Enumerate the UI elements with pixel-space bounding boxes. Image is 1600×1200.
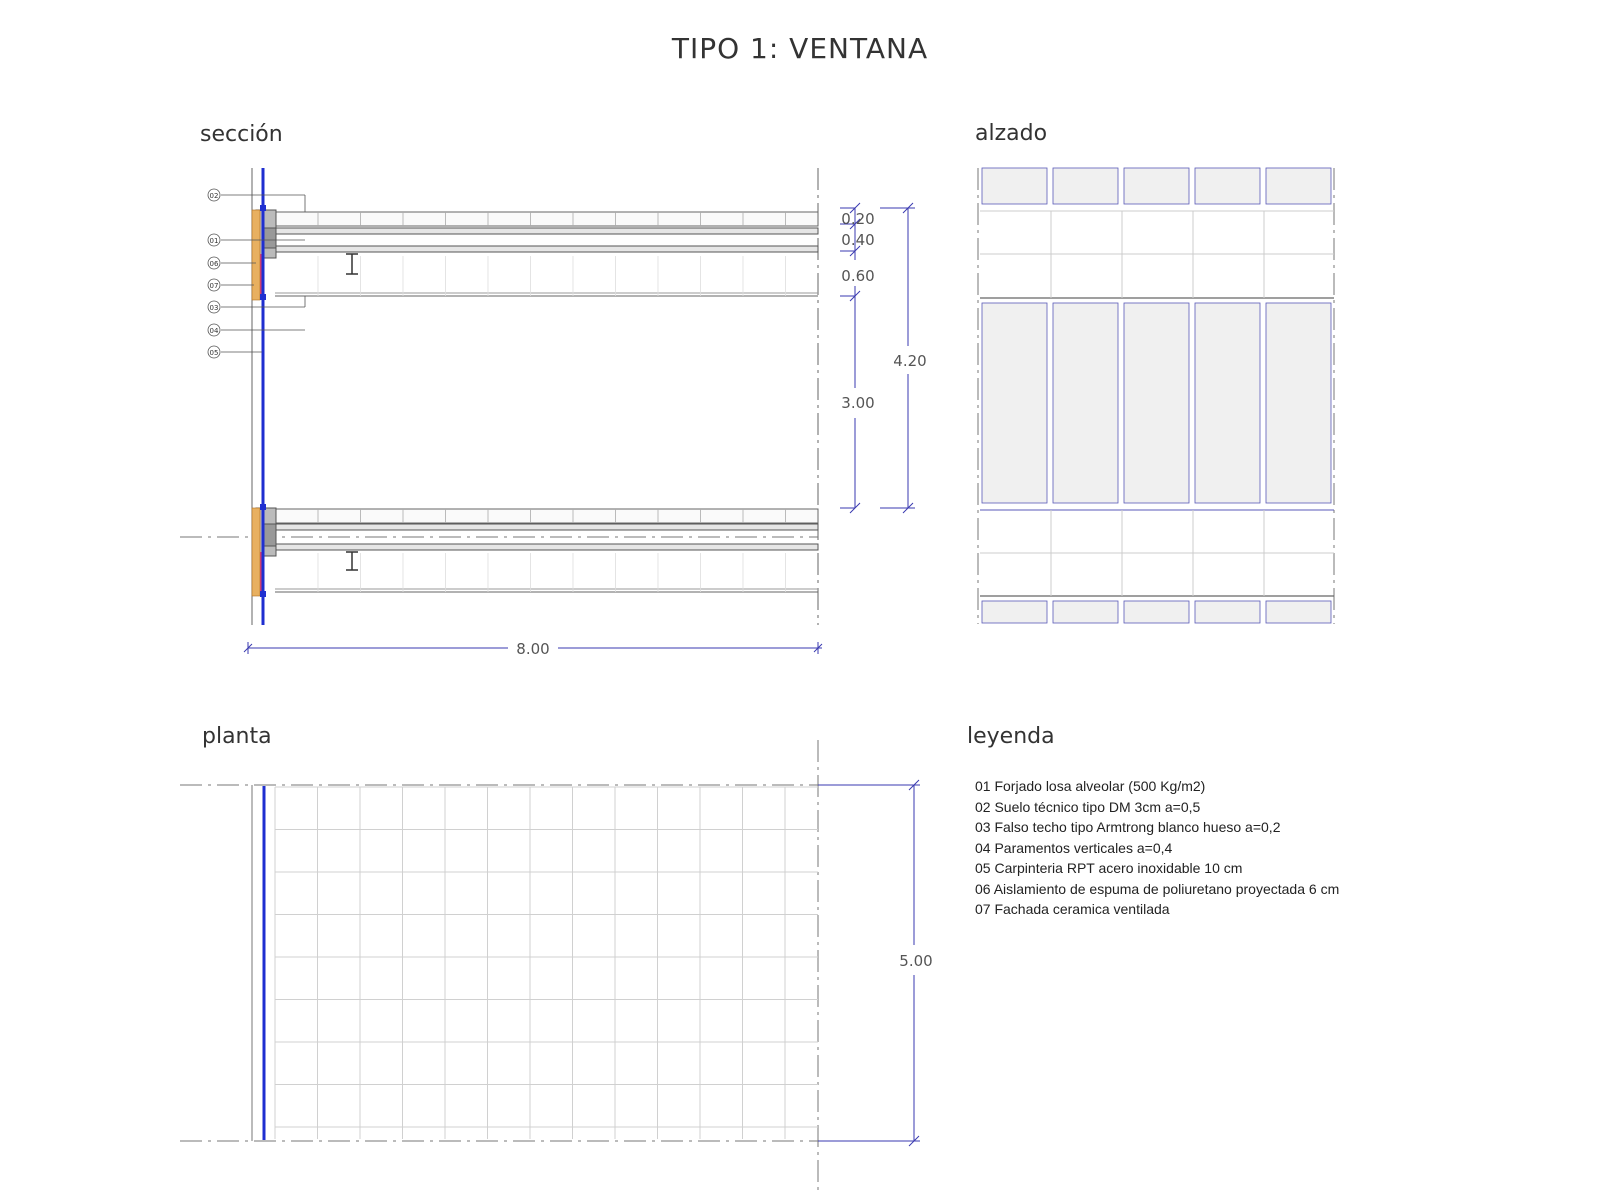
dimension-width-label: 8.00 <box>516 640 550 658</box>
legend-item: 07 Fachada ceramica ventilada <box>975 901 1170 917</box>
section-label: sección <box>200 122 283 147</box>
elevation-panel-top <box>1266 168 1331 204</box>
drawing-title: TIPO 1: VENTANA <box>671 32 929 65</box>
dimension-depth-label: 5.00 <box>899 952 933 970</box>
lower-slab <box>256 508 818 592</box>
elevation-panel-bottom <box>1124 601 1189 623</box>
raised-floor <box>275 509 818 523</box>
tag-01: 01 <box>209 237 219 245</box>
hollow-core-slab-bottom <box>275 544 818 550</box>
elevation-panel-bottom <box>1053 601 1118 623</box>
elevation-panels <box>982 168 1331 623</box>
elevation-panel-top <box>1195 168 1260 204</box>
carpentry-anchor <box>260 591 266 597</box>
tag-07: 07 <box>209 282 219 290</box>
elevation-panel-bottom <box>1195 601 1260 623</box>
dimension-depth <box>818 780 933 1146</box>
elevation-panel-top <box>1053 168 1118 204</box>
legend-item: 04 Paramentos verticales a=0,4 <box>975 839 1173 856</box>
tag-06: 06 <box>209 260 219 268</box>
dimension-slab-top-label: 0.20 <box>841 210 875 228</box>
elevation-label: alzado <box>975 121 1048 146</box>
plan-label: planta <box>202 724 272 749</box>
elevation-panel-top <box>982 168 1047 204</box>
dimension-slab-bottom-label: 0.60 <box>841 267 875 285</box>
legend-item: 06 Aislamiento de espuma de poliuretano proyectada 6 cm <box>975 880 1340 897</box>
hollow-core-slab-top <box>275 524 818 530</box>
elevation-window-panel <box>1266 303 1331 503</box>
tag-04: 04 <box>209 327 219 335</box>
dimension-total-height-label: 4.20 <box>893 352 927 370</box>
plan-drawing <box>180 740 933 1190</box>
legend-item: 03 Falso techo tipo Armtrong blanco hueso a=0,2 <box>975 819 1281 835</box>
legend-label: leyenda <box>967 724 1055 749</box>
elevation-drawing <box>978 168 1334 624</box>
legend-item: 05 Carpinteria RPT acero inoxidable 10 cm <box>975 860 1243 876</box>
steel-beam-icon <box>346 552 358 570</box>
upper-slab <box>256 210 818 296</box>
legend-item: 01 Forjado losa alveolar (500 Kg/m2) <box>975 778 1206 794</box>
elevation-window-panel <box>982 303 1047 503</box>
ceramic-facade-upper <box>252 210 260 300</box>
dimension-width <box>244 640 822 658</box>
hollow-core-slab-bottom <box>275 246 818 252</box>
elevation-window-panel <box>1195 303 1260 503</box>
carpentry-anchor <box>260 504 266 510</box>
carpentry-anchor <box>260 205 266 211</box>
carpentry-anchor <box>260 294 266 300</box>
steel-beam-icon <box>346 254 358 274</box>
elevation-panel-top <box>1124 168 1189 204</box>
elevation-panel-bottom <box>1266 601 1331 623</box>
ceramic-facade-lower <box>252 508 260 596</box>
tag-05: 05 <box>209 349 219 357</box>
tag-03: 03 <box>209 304 219 312</box>
legend-item: 02 Suelo técnico tipo DM 3cm a=0,5 <box>975 798 1201 815</box>
hollow-core-slab-top <box>275 228 818 234</box>
elevation-panel-bottom <box>982 601 1047 623</box>
tag-02: 02 <box>209 192 219 200</box>
elevation-window-panel <box>1053 303 1118 503</box>
plan-ceiling-grid <box>275 787 818 1139</box>
raised-floor <box>275 212 818 226</box>
dimension-heights <box>840 203 927 513</box>
elevation-window-panel <box>1124 303 1189 503</box>
dimension-slab-mid-label: 0.40 <box>841 231 875 249</box>
dimension-clear-height-label: 3.00 <box>841 394 875 412</box>
legend-list <box>975 776 1339 920</box>
section-drawing <box>180 168 927 658</box>
